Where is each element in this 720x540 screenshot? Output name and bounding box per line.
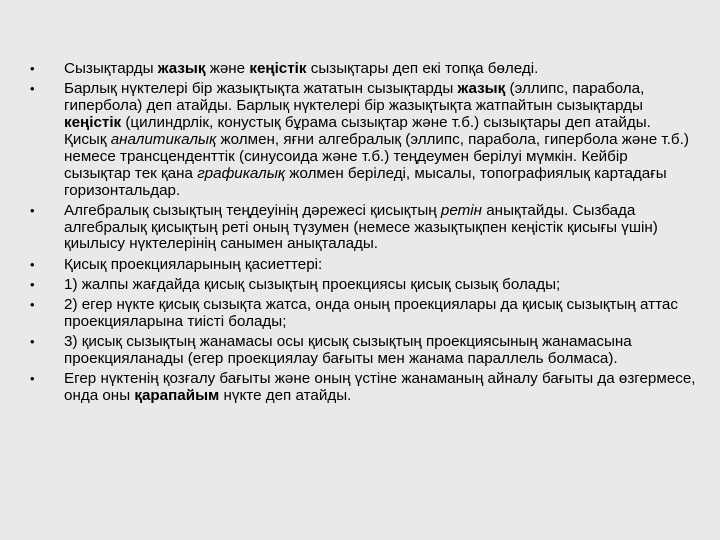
bullet-dot-icon: • — [30, 276, 35, 292]
text-run: сызықтары деп екі топқа бөледі. — [306, 60, 539, 77]
text-run: Егер нүктенің қозғалу бағыты және оның үстіне жанаманың айналу бағыты да өзгермесе, онда оны — [64, 369, 696, 404]
italic-term: аналитикалық — [110, 130, 217, 148]
text-run: Қисық проекцияларының қасиеттері: — [64, 255, 323, 273]
text-run: 1) жалпы жағдайда қисық сызықтың проекциясы қисық сызық болады; — [64, 275, 561, 293]
bullet-text — [64, 202, 658, 253]
bullet-item — [30, 297, 696, 331]
bullet-text — [64, 256, 322, 273]
bullet-item — [30, 277, 696, 294]
text-run: (цилиндрлік, конустық бұрама сызықтар және т.б.) сызықтары деп атайды. Қисық — [64, 113, 651, 148]
text-run: Барлық нүктелері бір жазықтықта жататын сызықтарды — [64, 80, 458, 98]
italic-term: ретін — [440, 201, 483, 219]
bold-term: кеңістік — [249, 60, 307, 77]
bold-term: жазық — [157, 60, 206, 77]
bullet-text — [64, 276, 560, 293]
bullet-item — [30, 371, 696, 405]
bullet-dot-icon: • — [30, 370, 35, 386]
italic-term: графикалық — [197, 164, 286, 182]
text-run: жолмен, яғни алгебралық (эллипс, парабола, гипербола және т.б.) немесе трансценденттік (синусоида және т.б.) теңдеумен берілуі мүмкін. Кейбір сызықтар тек қана — [64, 130, 689, 182]
bullet-dot-icon: • — [30, 256, 35, 272]
text-run: 2) егер нүкте қисық сызықта жатса, онда оның проекциялары да қисық сызықтың аттас проекцияларына тиісті болады; — [64, 295, 678, 330]
bold-term: қарапайым — [134, 386, 220, 404]
bullet-dot-icon: • — [30, 202, 35, 218]
bullet-text — [64, 60, 538, 77]
bold-term: жазық — [457, 80, 506, 98]
text-run: және — [205, 60, 250, 77]
bullet-dot-icon: • — [30, 61, 35, 76]
text-run: Алгебралық сызықтың теңдеуінің дәрежесі қисықтың — [64, 201, 441, 219]
text-run: Сызықтарды — [64, 60, 158, 77]
bullet-text — [64, 333, 632, 367]
bold-term: кеңістік — [64, 113, 122, 131]
bullet-item — [30, 334, 696, 368]
bullet-dot-icon: • — [30, 296, 35, 312]
text-run: нүкте деп атайды. — [219, 386, 352, 404]
text-run: (эллипс, парабола, гипербола) деп атайды. Барлық нүктелері бір жазықтықта жатпайтын сызықтарды — [64, 80, 645, 114]
bullet-text — [64, 370, 696, 404]
text-run: жолмен беріледі, мысалы, топографиялық картадағы горизонтальдар. — [64, 164, 667, 199]
bullet-item — [30, 81, 696, 199]
bullet-text — [64, 296, 678, 330]
bullet-dot-icon: • — [30, 333, 35, 349]
bullet-item — [30, 61, 696, 78]
bullet-text — [64, 80, 689, 198]
bullet-item — [30, 257, 696, 274]
text-run: анықтайды. Сызбада алгебралық қисықтың реті оның түзумен (немесе жазықтықпен кеңістік қисығы үшін) қиылысу нүктелерінің санымен анықталады. — [64, 201, 658, 253]
bullet-list — [30, 61, 696, 408]
bullet-dot-icon: • — [30, 81, 35, 97]
bullet-item — [30, 203, 696, 254]
text-run: 3) қисық сызықтың жанамасы осы қисық сызықтың проекциясының жанамасына проекцияланады (егер проекциялау бағыты мен жанама параллель болмаса). — [64, 332, 632, 367]
